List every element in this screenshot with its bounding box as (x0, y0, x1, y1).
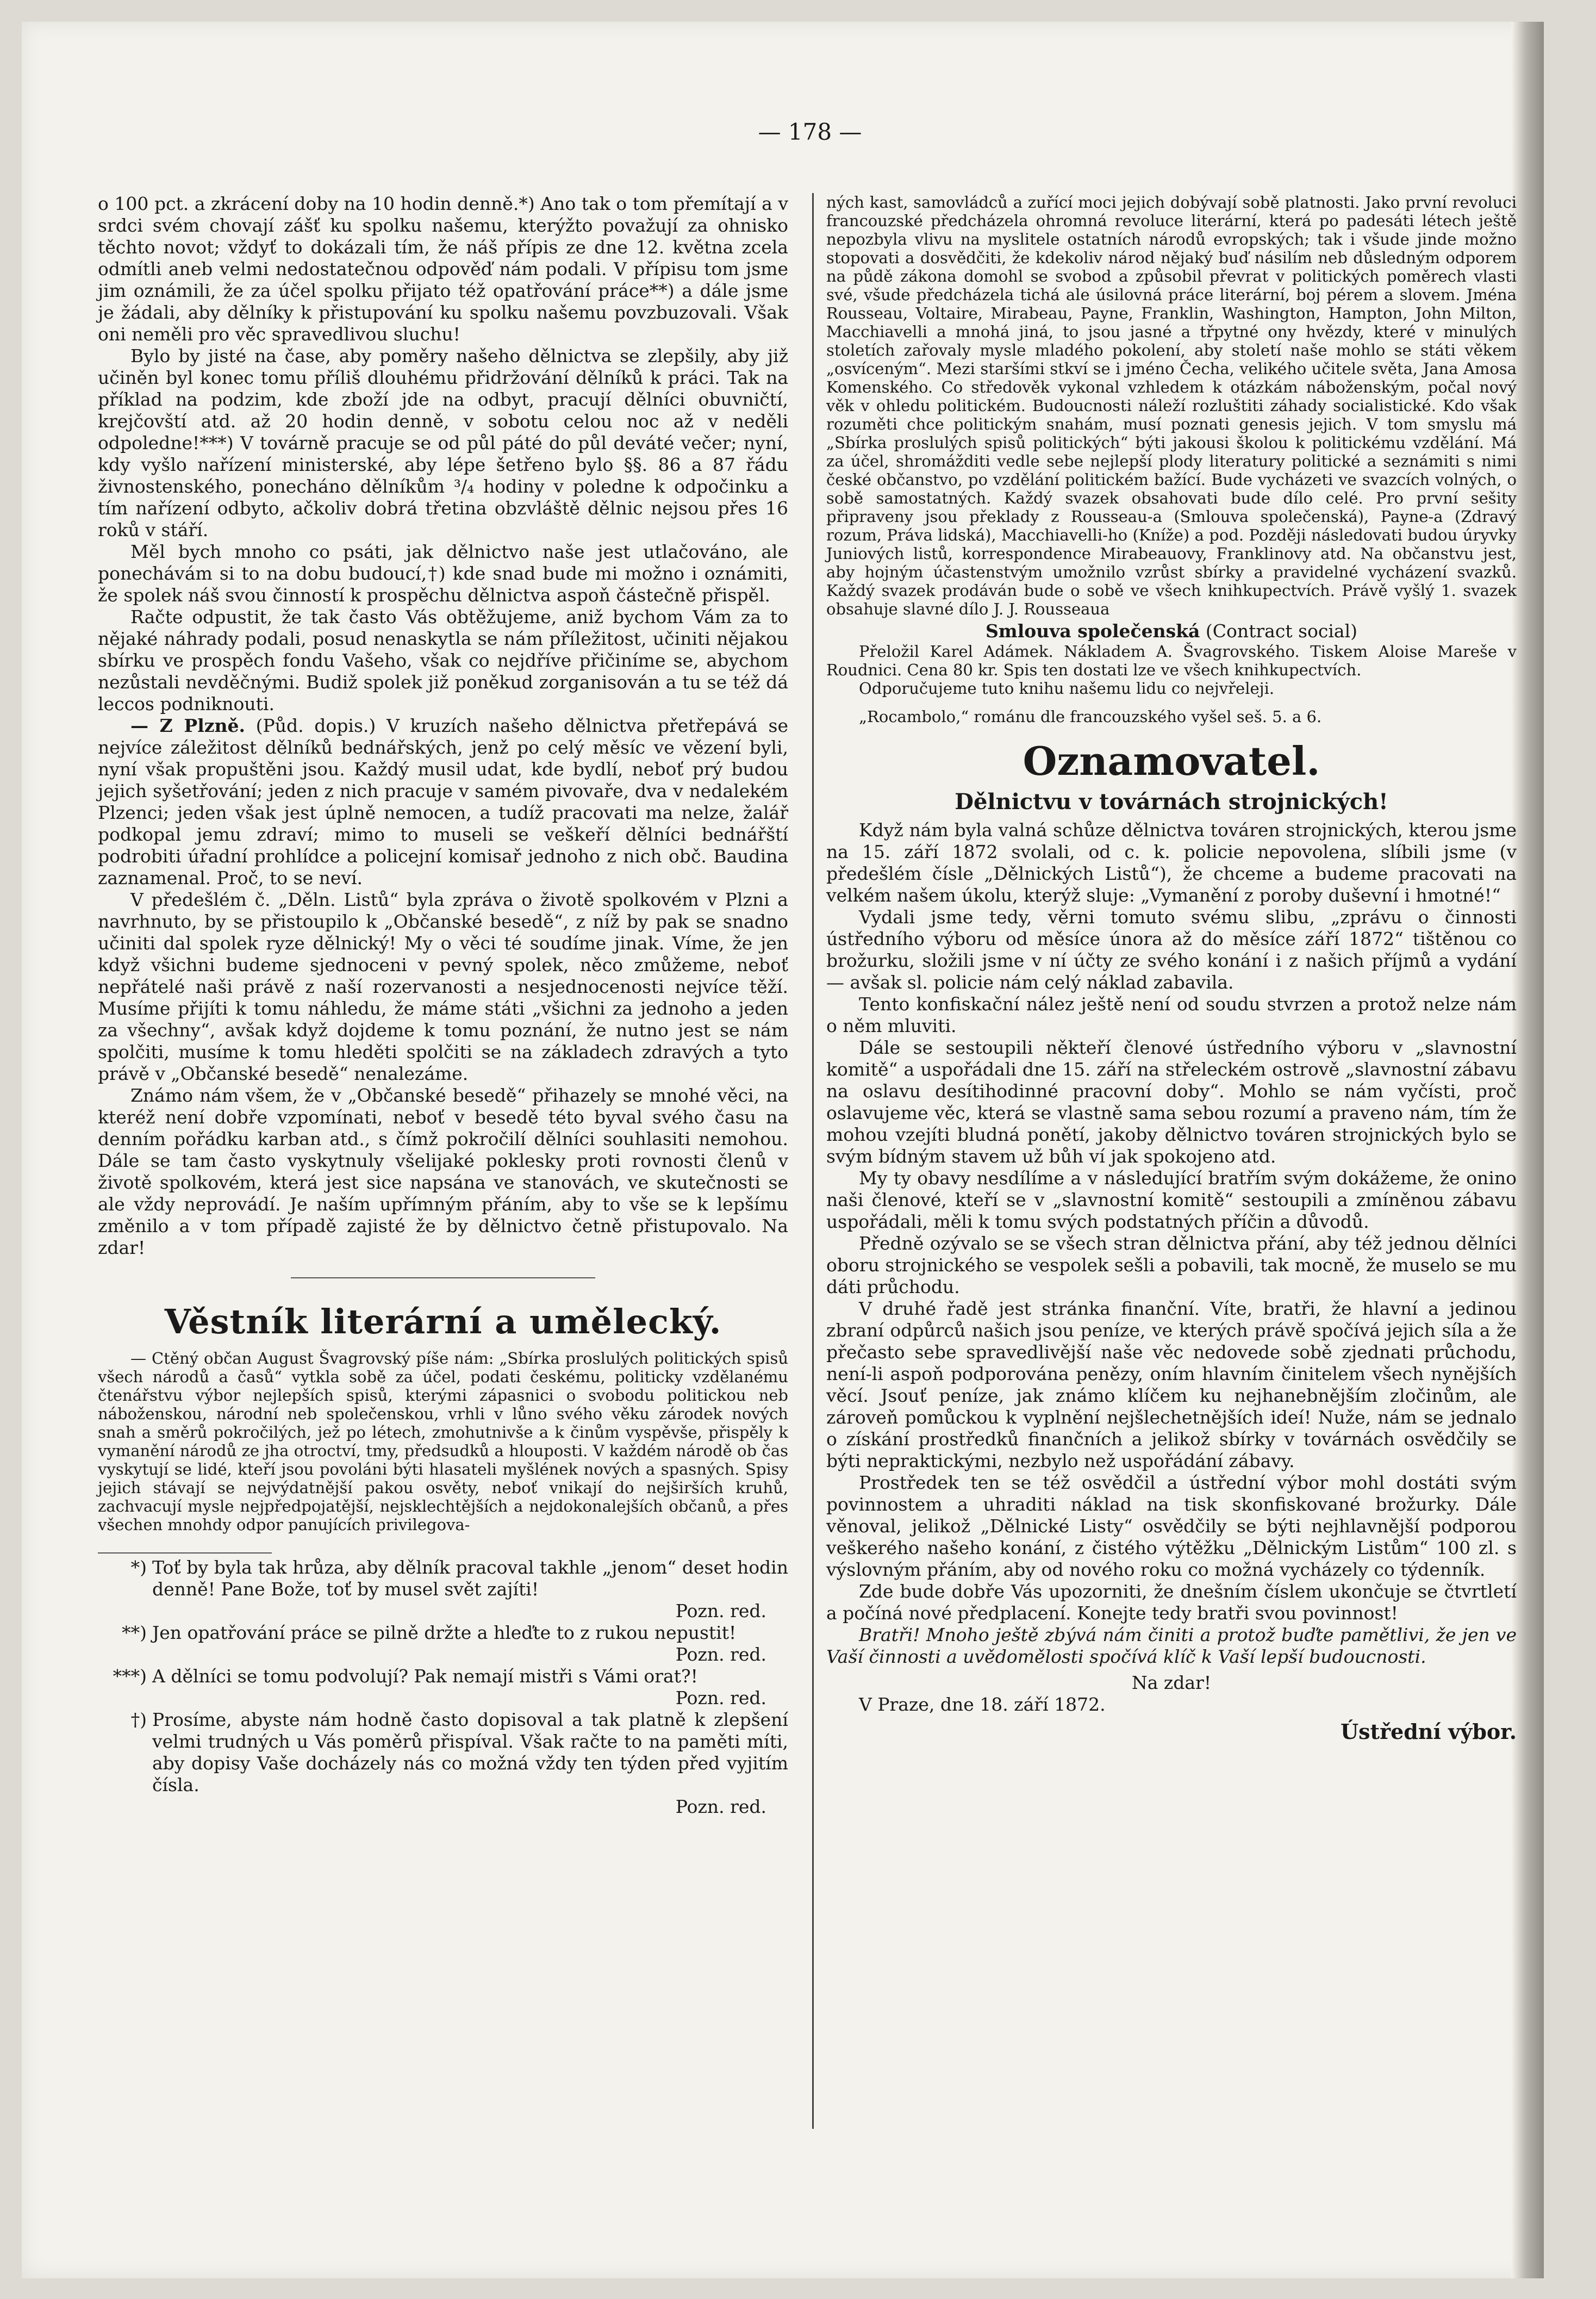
article-paragraph: Račte odpustit, že tak často Vás obtěžujeme, aniž bychom Vám za to nějaké náhrady podali, posud nenaskytla se nám příležitost, učiniti nějakou sbírku ve prospěch fondu Vašeho, však co nejdříve přičiníme se, abychom nezůstali nevděčnými. Budiž spolek již poněkud zorganisován a tu se též dá leccos podniknouti. (98, 606, 788, 714)
book-recommendation: Odporučujeme tuto knihu našemu lidu co nejvřeleji. (859, 679, 1275, 698)
footnote (98, 1622, 788, 1644)
article-paragraph: Měl bych mnoho co psáti, jak dělnictvo naše jest utlačováno, ale ponechávám si to na dobu budoucí,†) kde snad bude mi možno i oznámiti, že spolek náš svou činností k prospěchu dělnictva aspoň částečně přispěl. (98, 541, 788, 606)
page-number: — 178 — (758, 119, 862, 145)
footnote-signature: Pozn. red. (675, 1796, 766, 1817)
footnote-signature: Pozn. red. (675, 1687, 766, 1708)
signature-block (826, 1672, 1517, 1743)
article-paragraph: Bylo by jisté na čase, aby poměry našeho dělnictva se zlepšily, aby již učiněn byl konec tomu příliš dlouhému přidržování dělníků k práci. Tak na příklad na podzim, kde zboží jde na odbyt, pracují dělníci obuvničtí, krejčovští atd. až 20 hodin denně, v sobotu celou noc až v neděli odpoledne!***) V továrně pracuje se od půl páté do půl deváté večer; nyní, kdy vyšlo nařízení ministerské, aby lépe šetřeno bylo §§. 86 a 87 řádu živnostenského, ponecháno dělníkům ³/₄ hodiny v poledne k odpočinku a tím nařízení odbyto, ačkoliv dobrá třetina obzvláště dělnic nejsou přes 16 roků v stáří. (98, 345, 788, 540)
footnote-text: A dělníci se tomu podvolují? Pak nemají mistři s Vámi orat?! (152, 1666, 698, 1687)
article-paragraph: o 100 pct. a zkrácení doby na 10 hodin denně.*) Ano tak o tom přemítají a v srdci svém chovají zášť ku spolku našemu, kterýžto považují za ohnisko těchto novot; vždyť to dokázali tím, že náš přípis ze dne 12. května zcela odmítli aneb velmi nedostatečnou odpověď nám podali. V přípisu tom jsme jim oznámili, že za účel spolku přijato též opatřování práce**) a dále jsme je žádali, aby dělníky k přistupování ku spolku našemu povzbuzovali. Však oni neměli pro věc spravedlivou sluchu! (98, 193, 788, 345)
announcement-paragraph: Vydali jsme tedy, věrni tomuto svému slibu, „zprávu o činnosti ústředního výboru od měsíce února až do měsíce září 1872“ tištěnou co brožurku, složili jsme v ní účty ze svého konání i z našich příjmů a vydání — avšak sl. policie nám celý náklad zabavila. (826, 906, 1517, 993)
announcement-subheading: Dělnictvu v továrnách strojnických! (955, 789, 1388, 815)
place-date: V Praze, dne 18. září 1872. (859, 1694, 1106, 1715)
footnote-mark: *) (130, 1557, 147, 1578)
vestnik-heading: Věstník literární a umělecký. (164, 1302, 722, 1341)
announcement-paragraph: Prostředek ten se též osvědčil a ústřední výbor mohl dostáti svým povinnostem a uhraditi náklad na tisk skonfiskované brožurky. Dále věnoval, jelikož „Dělnické Listy“ osvědčily se býti nejhlavnější podporou veškerého našeho konání, z čistého výtěžku „Dělnickým Listům“ 100 zl. s výslovným přáním, aby od nového roku co možná vycházely co týdenník. (826, 1472, 1517, 1580)
footnote (98, 1557, 788, 1600)
announcement-paragraph: My ty obavy nesdílíme a v následující bratřím svým dokážeme, že onino naši členové, kteří se v „slavnostní komitě“ sestoupili a zmíněnou zábavu uspořádali, měli k tomu svých podstatných příčin a důvodů. (826, 1167, 1517, 1232)
left-column (98, 193, 788, 1818)
signature: Ústřední výbor. (1341, 1719, 1517, 1744)
footnote-text: Prosíme, abyste nám hodně často dopisoval a tak platně k zlepšení velmi trudných u Vás poměrů přispíval. Však račte to na paměti míti, aby dopisy Vaše docházely nás co možná vždy ten týden před vyjitím čísla. (152, 1709, 788, 1795)
footnote-signature: Pozn. red. (675, 1644, 766, 1665)
announcement-paragraph: Dále se sestoupili někteří členové ústředního výboru v „slavnostní komitě“ a uspořádali dne 15. září na střeleckém ostrově „slavnostní zábavu na oslavu desítihodinné pracovní doby“. Mohlo se nám vyčísti, proč oslavujeme věc, která se vlastně sama sebou rozumí a praveno nám, tím že mohou vzejíti bludná ponětí, jakoby dělnictvo továren strojnických bylo se svým bídným stavem už bůh ví jak spokojeno atd. (826, 1037, 1517, 1167)
plzen-report (98, 715, 788, 889)
footnote (98, 1666, 788, 1687)
announcement-paragraph: Tento konfiskační nález ještě není od soudu stvrzen a protož nelze nám o něm mluviti. (826, 993, 1517, 1036)
book-title: Smlouva společenská (985, 620, 1200, 642)
footnote-text: Toť by byla tak hrůza, aby dělník pracoval takhle „jenom“ deset hodin denně! Pane Bože, toť by musel svět zajíti! (152, 1557, 788, 1600)
footnote-rule (98, 1552, 272, 1554)
vestnik-continuation: ných kast, samovládců a zuřící moci jejich dobývají sobě platnosti. Jako první revoluci francouzské předcházela ohromná revoluce literární, která po padesáti létech ještě nepozbyla vlivu na myslitele ostatních národů evropských; tak i všude jinde možno stopovati a dosvědčiti, že kdekoliv národ nějaký buď násilím neb důsledným odporem na půdě zákona domohl se svobod a způsobil převrat v politických poměrech vlasti své, všude předcházela tichá ale úsilovná práce literární, boj pérem a slovem. Jména Rousseau, Voltaire, Mirabeau, Payne, Franklin, Washington, Hampton, John Milton, Macchiavelli a mnohá jiná, to jsou jasné a třpytné ony hvězdy, které v minulých stoletích zařovaly mysle mladého pokolení, aby století naše mohlo se státi věkem „osvíceným“. Mezi staršími stkví se i jméno Čecha, velikého učitele světa, Jana Amosa Komenského. Co středověk vykonal vzhledem k otázkám náboženským, počal nový věk v ohledu politickém. Budoucnosti náleží rozluštiti záhady socialistické. Kdo však rozuměti chce politickým snahám, musí poznati genesis jejich. V tom smyslu má „Sbírka proslulých spisů politických“ býti jakousi školou k politickému vzdělání. Má za účel, shromážditi vedle sebe nejlepší plody literatury politické a seznámiti s nimi české občanstvo, po vzdělání politickém bažící. Bude vycházeti ve svazcích volných, o sobě samostatných. Každý svazek obsahovati bude dílo celé. Pro první sešity připraveny jsou překlady z Rousseau-a (Smlouva společenská), Payne-a (Zdravý rozum, Práva lidská), Macchiavelli-ho (Kníže) a pod. Později následovati budou úryvky Juniových listů, korrespondence Mirabeauovy, Franklinovy atd. Na občanstvu jest, aby hojným účastenstvým umožnilo vzrůst sbírky a pravidelné vycházení svazků. Každý svazek prodáván bude o sobě ve všech knihkupectvích. Právě vyšlý 1. svazek obsahuje slavné dílo J. J. Rousseaua (826, 193, 1517, 618)
book-subtitle: (Contract social) (1205, 620, 1358, 642)
announcement-paragraph: Když nám byla valná schůze dělnictva továren strojnických, kterou jsme na 15. září 1872 svolali, od c. k. policie nepovolena, slíbili jsme (v předešlém čísle „Dělnických Listů“), že chceme a budeme pracovati na velkém našem úkolu, kterýž sluje: „Vymanění z poroby duševní i hmotné!“ (826, 819, 1517, 906)
announcement-paragraph: V druhé řadě jest stránka finanční. Víte, bratři, že hlavní a jedinou zbraní odpůrců našich jsou peníze, ve kterých právě spočívá jejich síla a že přečasto sebe spravedlivější naše věc nedovede sobě zjednati průchodu, není-li aspoň podporována penězy, oním hlavním činitelem všech nynějších věcí. Jsouť peníze, jak známo klíčem ku nejhanebnějším zločinům, ale zároveň pomůckou k vyplnění nejšlechetnějších ideí! Nuže, nám se jednalo o získání prostředků finančních a jelikož sbírky v továrnách osvědčily se býti nepraktickými, nezbylo než uspořádání zábavy. (826, 1298, 1517, 1471)
book-title-line (826, 620, 1517, 642)
footnotes (98, 1557, 788, 1818)
plzen-text: V kruzích našeho dělnictva přetřepává se nejvíce záležitost dělníků bednářských, jenž po celý měsíc ve vězení byli, nyní však propuštěni jsou. Každý musil udat, kde bydlí, neboť prý budou jejich syšetřování; jeden z nich pracuje v samém pivovaře, dva v nedalekém Plzenci; jeden však jest úplně nemocen, a tudíž pracovati ma nelze, žalář podkopal jemu zdraví; mimo to museli se veškeří dělníci bednářští podrobiti úřadní prohlídce a policejní komisař jednoho z nich obč. Baudina zaznamenal. Proč, to se neví. (98, 715, 788, 888)
oznamovatel-heading: Oznamovatel. (1023, 738, 1320, 784)
footnote (98, 1709, 788, 1796)
vestnik-paragraph: — Ctěný občan August Švagrovský píše nám: „Sbírka proslulých politických spisů všech národů a časů“ vytkla sobě za účel, podati českému, politicky vzdělanému čtenářstvu výbor nejlepších spisů, kterými zápasnici o svobodu politickou neb náboženskou, národní neb společenskou, vrhli v lůno svého věku zárodek nových snah a směrů pokročilých, jež po létech, zmohutnivše a k činům vyspěvše, přispěly k vymanění národů ze jha otroctví, tmy, předsudků a hlouposti. V každém národě ob čas vyskytují se lidé, kteří jsou povoláni býti hlasateli myšlének nových a spasných. Spisy jejich stávají se nejvýdatnější pakou osvěty, neboť vnikají do nejširších kruhů, zachvacují mysle nejpředpojatější, nejsklechtějších a nejdokonalejších občanů, a přes všechen mnohdy odpor panujících privilegova- (98, 1349, 788, 1534)
rocambolo-notice: „Rocambolo,“ románu dle francouzského vyšel seš. 5. a 6. (859, 707, 1322, 726)
column-divider (812, 193, 814, 2129)
footnote-mark: ***) (113, 1666, 147, 1687)
footnote-text: Jen opatřování práce se pilně držte a hleďte to z rukou nepustit! (152, 1622, 737, 1643)
plzen-lead: — Z Plzně. (130, 715, 245, 736)
announcement-paragraph: Zde bude dobře Vás upozorniti, že dnešním číslem ukončuje se čtvrtletí a počíná nové předplacení. Konejte tedy bratři svou povinnost! (826, 1581, 1517, 1624)
na-zdar: Na zdar! (1131, 1672, 1212, 1693)
article-paragraph: V předešlém č. „Děln. Listů“ byla zpráva o životě spolkovém v Plzni a navrhnuto, by se přistoupilo k „Občanské besedě“, z níž by pak se snadno učiniti dal spolek ryze dělnický! My o věci té soudíme jinak. Víme, že jen když všichni budeme sjednoceni v pevný spolek, něco zmůžeme, neboť nepřátelé naši právě z naší rozervanosti a nesjednocenosti nejvíce těží. Musíme přijíti k tomu náhledu, že máme státi „všichni za jednoho a jeden za všechny“, avšak když dojdeme k tomu poznání, že nutno jest se nám spolčiti, musíme k tomu hleděti spolčiti se na základech zdravých a tyto právě v „Občanské besedě“ nenalezáme. (98, 889, 788, 1084)
footnote-mark: **) (122, 1622, 147, 1643)
plzen-source: (Půd. dopis.) (255, 715, 376, 736)
article-paragraph: Známo nám všem, že v „Občanské besedě“ přihazely se mnohé věci, na kteréž není dobře vzpomínati, neboť v besedě této byval svého času na denním pořádku karban atd., s čímž pokročilí dělníci souhlasiti nemohou. Dále se tam často vyskytnuly všelijaké poklesky proti rovnosti členů v životě spolkovém, která jest sice napsána ve stanovách, ve skutečnosti se ale vždy neprovádí. Je naším upřímným přáním, aby to vše se k lepšímu změnilo a v tom případě zajisté že by dělnictvo četně přistupovalo. Na zdar! (98, 1085, 788, 1258)
book-details: Přeložil Karel Adámek. Nákladem A. Švagrovského. Tiskem Aloise Mareše v Roudnici. Cena 80 kr. Spis ten dostati lze ve všech knihkupectvích. (826, 642, 1517, 679)
announcement-paragraph: Předně ozývalo se se všech stran dělnictva přání, aby též jednou dělníci oboru strojnického se vespolek sešli a pobavili, tak mocně, že muselo se mu dáti průchodu. (826, 1233, 1517, 1297)
footnote-mark: †) (130, 1709, 147, 1730)
announcement-appeal: Bratři! Mnoho ještě zbývá nám činiti a protož buďte pamětlivi, že jen ve Vaší činnosti a uvědomělosti spočívá klíč k Vaší lepší budoucnosti. (826, 1624, 1517, 1667)
right-column (826, 193, 1517, 1743)
section-rule (291, 1277, 595, 1278)
footnote-signature: Pozn. red. (675, 1600, 766, 1621)
